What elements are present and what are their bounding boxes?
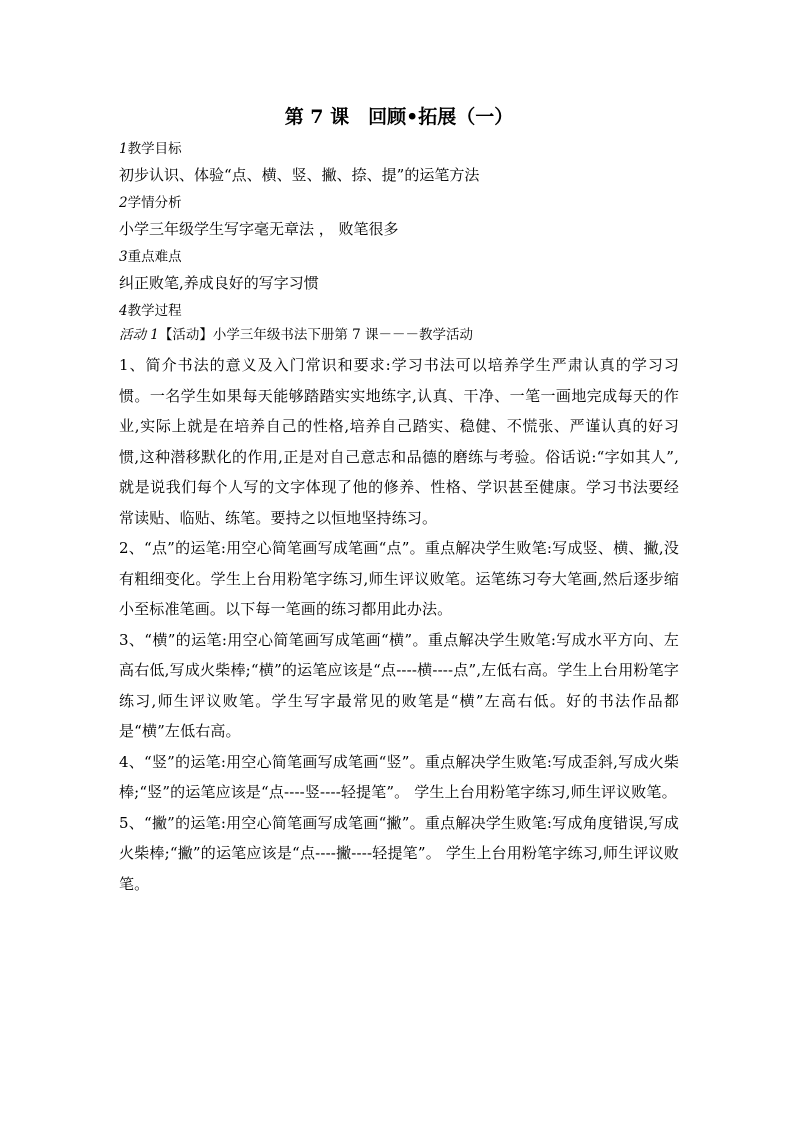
paragraph-intro: 1、简介书法的意义及入门常识和要求:学习书法可以培养学生严肃认真的学习习惯。一名学生如果每天能够踏踏实实地练字,认真、干净、一笔一画地完成每天的作业,实际上就是在培养自己的性格,培养自己踏实、稳健、不慌张、严谨认真的好习惯,这种潜移默化的作用,正是对自己意志和品德的磨练与考验。俗话说:“字如其人”,就是说我们每个人写的文字体现了他的修养、性格、学识甚至健康。学习书法要经常读贴、临贴、练笔。要持之以恒地坚持练习。: [119, 356, 679, 527]
section-student-analysis: [119, 194, 679, 240]
paragraph-vertical-stroke: 4、“竖”的运笔:用空心简笔画写成笔画“竖”。重点解决学生败笔:写成歪斜,写成火柴棒;“竖”的运笔应该是“点----竖----轻提笔”。 学生上台用粉笔字练习,师生评议败笔。: [119, 752, 679, 801]
section-number: 2: [119, 195, 128, 211]
section-heading-text: 教学过程: [127, 303, 182, 319]
section-heading: [119, 194, 679, 212]
document-content: [119, 104, 679, 899]
section-teaching-goal: [119, 140, 679, 186]
activity-tag: 活动 1: [119, 327, 159, 343]
section-key-points: [119, 248, 679, 294]
section-heading-text: 学情分析: [127, 195, 182, 211]
activity-heading: [119, 326, 679, 344]
section-number: 1: [119, 141, 128, 157]
section-body: 纠正败笔,养成良好的写字习惯: [119, 274, 319, 292]
section-heading: [119, 302, 679, 320]
paragraph-horizontal-stroke: 3、“横”的运笔:用空心简笔画写成笔画“横”。重点解决学生败笔:写成水平方向、左高右低,写成火柴棒;“横”的运笔应该是“点----横----点”,左低右高。学生上台用粉笔字练习,师生评议败笔。学生写字最常见的败笔是“横”左高右低。好的书法作品都是“横”左低右高。: [119, 630, 679, 740]
section-teaching-process: [119, 302, 679, 320]
section-body: 小学三年级学生写字毫无章法 ， 败笔很多: [119, 220, 399, 238]
section-heading-text: 教学目标: [127, 141, 182, 157]
section-number: 3: [119, 249, 128, 265]
paragraph-dot-stroke: 2、“点”的运笔:用空心简笔画写成笔画“点”。重点解决学生败笔:写成竖、横、撇,没有粗细变化。学生上台用粉笔字练习,师生评议败笔。运笔练习夸大笔画,然后逐步缩小至标准笔画。以下每一笔画的练习都用此办法。: [119, 539, 679, 618]
section-heading: [119, 140, 679, 158]
paragraph-left-falling-stroke: 5、“撇”的运笔:用空心简笔画写成笔画“撇”。重点解决学生败笔:写成角度错误,写成火柴棒;“撇”的运笔应该是“点----撇----轻提笔”。 学生上台用粉笔字练习,师生评议败笔。: [119, 813, 679, 893]
section-body: 初步认识、体验“点、横、竖、撇、捺、提”的运笔方法: [119, 166, 480, 184]
section-heading-text: 重点难点: [127, 249, 182, 265]
activity-text: 【活动】小学三年级书法下册第 7 课－－－教学活动: [158, 327, 474, 343]
section-heading: [119, 248, 679, 266]
section-number: 4: [119, 303, 128, 319]
lesson-title: 第 7 课 回顾•拓展（一）: [284, 106, 514, 128]
